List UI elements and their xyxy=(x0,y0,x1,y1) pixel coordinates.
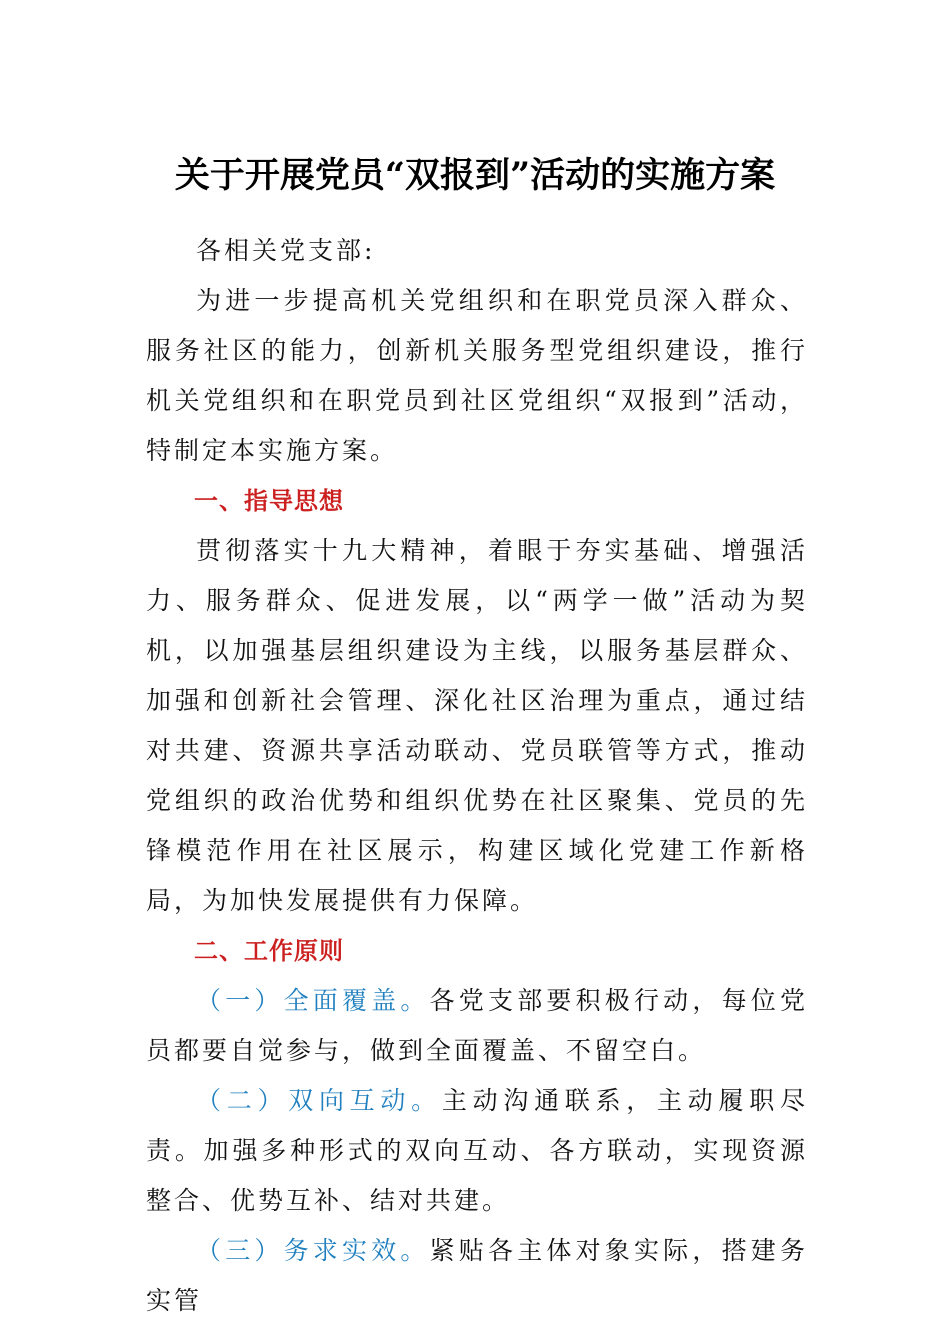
section-heading-guiding-ideology: 一、指导思想 xyxy=(194,487,344,515)
guiding-ideology-paragraph: 贯彻落实十九大精神，着眼于夯实基础、增强活力、服务群众、促进发展，以“两学一做”活动为契机，以加强基层组织建设为主线，以服务基层群众、加强和创新社会管理、深化社区治理为重点，通过结对共建、资源共享活动联动、党员联管等方式，推动党组织的政治优势和组织优势在社区聚集、党员的先锋模范作用在社区展示，构建区域化党建工作新格局，为加快发展提供有力保障。 xyxy=(146,536,808,915)
principle-label: （二）双向互动。 xyxy=(196,1086,442,1115)
section-heading-work-principles: 二、工作原则 xyxy=(194,937,344,965)
principle-item xyxy=(146,976,808,1076)
principle-item xyxy=(146,1226,808,1326)
principle-label: （一）全面覆盖。 xyxy=(196,986,430,1015)
principle-text: 各党支部要积极行动，每位党员都要自觉参与，做到全面覆盖、不留空白。 xyxy=(146,986,808,1065)
document-body xyxy=(146,226,808,1326)
principle-text: 紧贴各主体对象实际，搭建务实管 xyxy=(146,1236,808,1315)
principle-item xyxy=(146,1076,808,1226)
salutation: 各相关党支部: xyxy=(196,236,376,265)
intro-paragraph: 为进一步提高机关党组织和在职党员深入群众、服务社区的能力，创新机关服务型党组织建设，推行机关党组织和在职党员到社区党组织“双报到”活动，特制定本实施方案。 xyxy=(146,286,808,465)
document-title: 关于开展党员“双报到”活动的实施方案 xyxy=(174,155,776,196)
principle-label: （三）务求实效。 xyxy=(196,1236,430,1265)
principle-text: 主动沟通联系，主动履职尽责。加强多种形式的双向互动、各方联动，实现资源整合、优势互补、结对共建。 xyxy=(146,1086,808,1215)
